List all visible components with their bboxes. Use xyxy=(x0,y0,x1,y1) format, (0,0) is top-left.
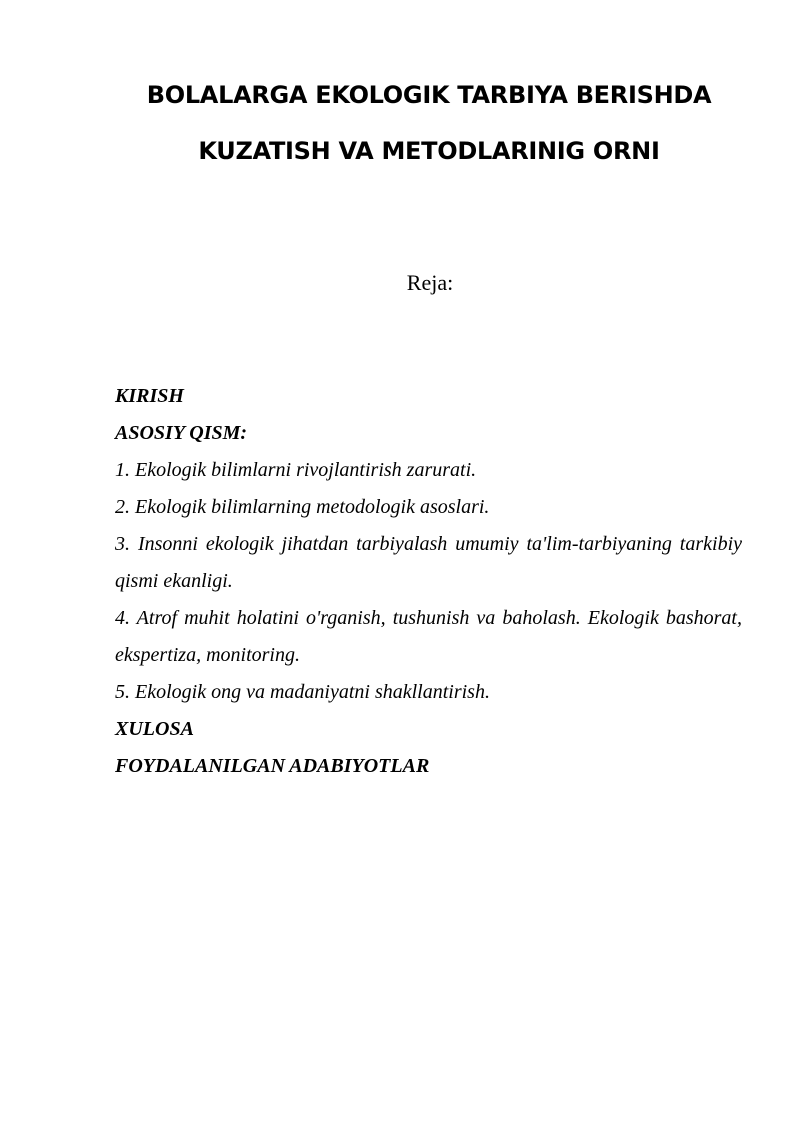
outline-conclusion: XULOSA xyxy=(115,718,194,740)
document-title-line-2: KUZATISH VA METODLARINIG ORNI xyxy=(198,137,660,165)
plan-heading: Reja: xyxy=(406,270,454,295)
document-title-line-1: BOLALARGA EKOLOGIK TARBIYA BERISHDA xyxy=(146,81,712,109)
outline-item-2: 2. Ekologik bilimlarning metodologik asoslari. xyxy=(115,496,490,518)
outline-main-part: ASOSIY QISM: xyxy=(115,422,248,444)
plan-outline xyxy=(115,378,742,785)
outline-item-4: 4. Atrof muhit holatini o'rganish, tushunish va baholash. Ekologik bashorat, ekspertiza, monitoring. xyxy=(115,607,742,666)
outline-item-5: 5. Ekologik ong va madaniyatni shakllantirish. xyxy=(115,681,490,703)
outline-references: FOYDALANILGAN ADABIYOTLAR xyxy=(115,755,430,777)
outline-item-1: 1. Ekologik bilimlarni rivojlantirish zarurati. xyxy=(115,459,477,481)
outline-intro: KIRISH xyxy=(115,385,184,407)
outline-item-3: 3. Insonni ekologik jihatdan tarbiyalash umumiy ta'lim-tarbiyaning tarkibiy qismi ekanligi. xyxy=(115,533,742,592)
